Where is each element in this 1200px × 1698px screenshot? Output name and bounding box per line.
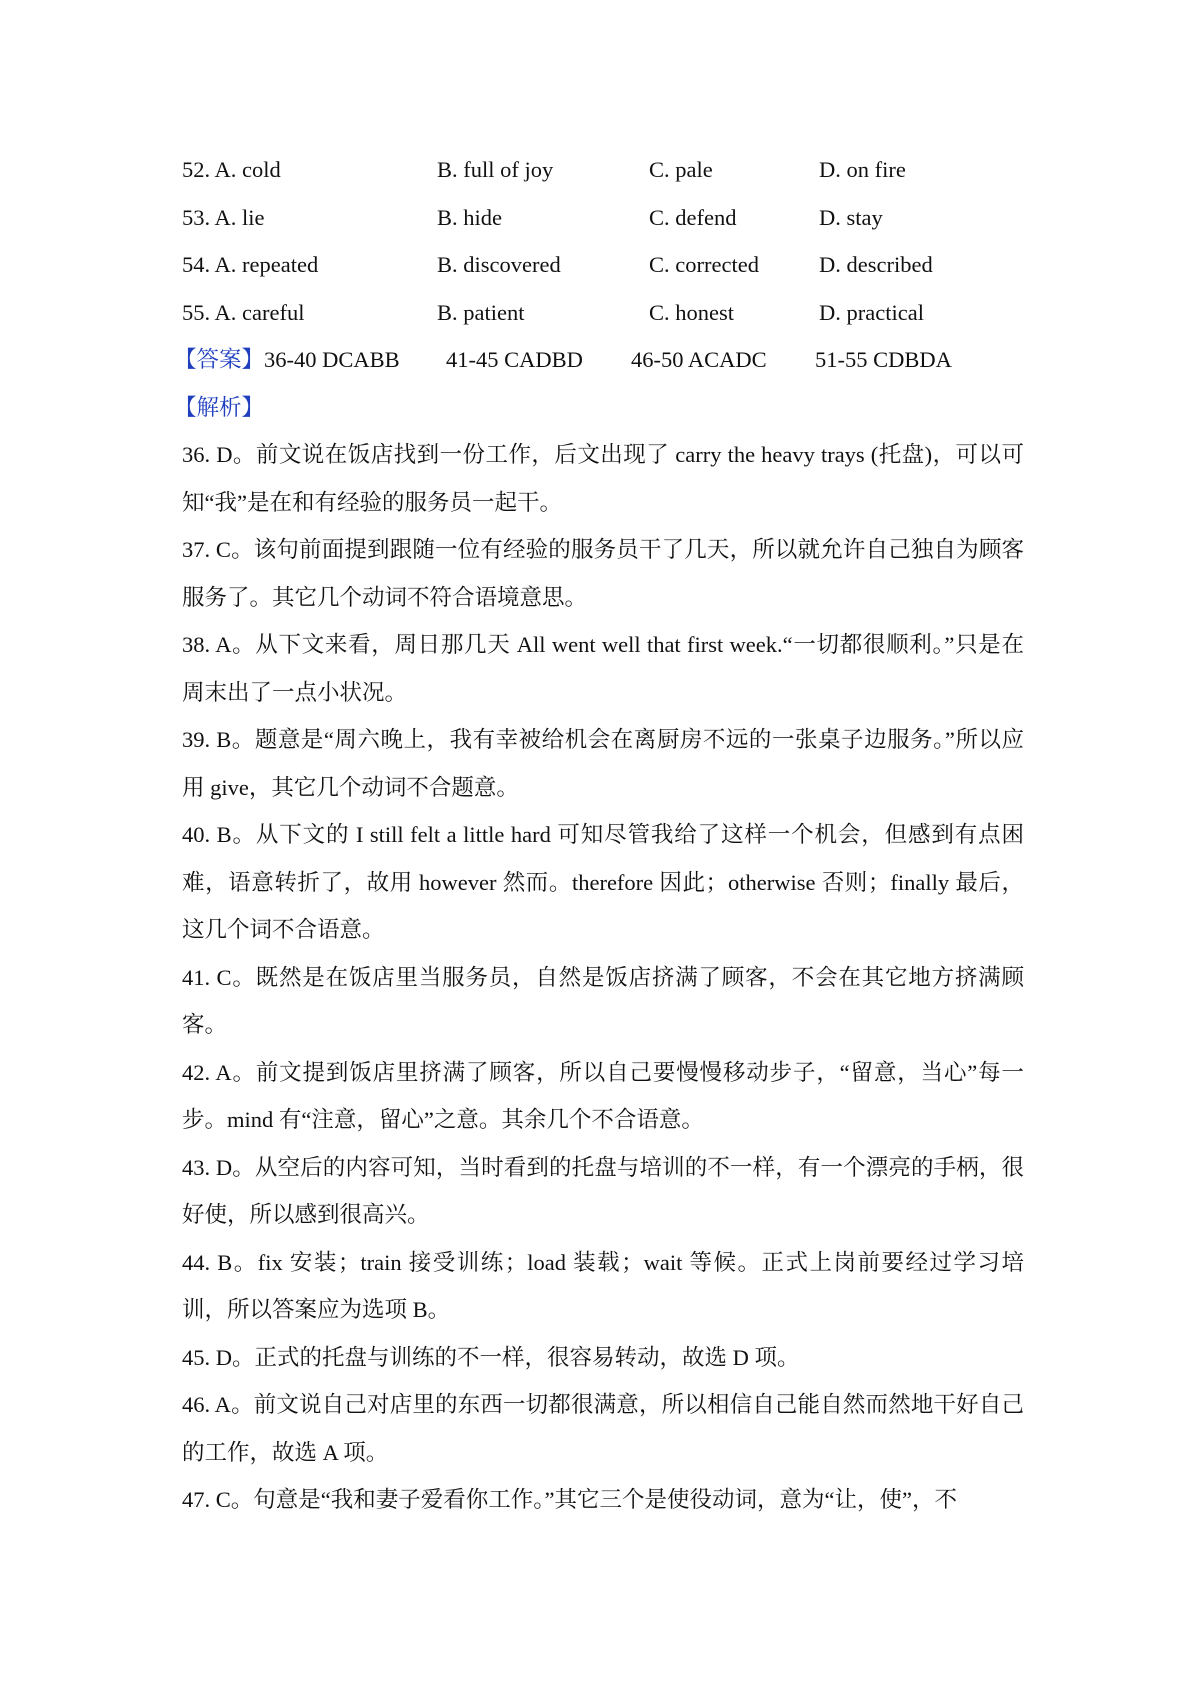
explanation-45: 45. D。正式的托盘与训练的不一样，很容易转动，故选 D 项。 bbox=[182, 1344, 800, 1370]
explanation-44: 44. B。fix 安装；train 接受训练；load 装载；wait 等候。正式上岗前要经过学习培训，所以答案应为选项 B。 bbox=[182, 1249, 1024, 1322]
answer-group: 46-50 ACADC bbox=[631, 347, 767, 372]
option-b: B. hide bbox=[437, 204, 502, 230]
answer-group: 41-45 CADBD bbox=[446, 347, 583, 372]
explanation-38: 38. A。从下文来看，周日那几天 All went well that first week.“一切都很顺利。”只是在周末出了一点小状况。 bbox=[182, 632, 1024, 705]
option-row-52 bbox=[182, 146, 1024, 194]
option-a: 54. A. repeated bbox=[182, 252, 319, 277]
option-row-55 bbox=[182, 289, 1024, 337]
option-d: D. on fire bbox=[819, 157, 906, 182]
explanation-39: 39. B。题意是“周六晚上，我有幸被给机会在离厨房不远的一张桌子边服务。”所以应用 give，其它几个动词不合题意。 bbox=[182, 727, 1024, 800]
option-a: 53. A. lie bbox=[182, 204, 265, 230]
explanation-47: 47. C。句意是“我和妻子爱看你工作。”其它三个是使役动词，意为“让，使”，不 bbox=[182, 1487, 957, 1512]
option-a: 55. A. careful bbox=[182, 299, 305, 325]
option-c: C. corrected bbox=[649, 252, 759, 277]
option-b: B. discovered bbox=[437, 252, 561, 277]
explanation-37: 37. C。该句前面提到跟随一位有经验的服务员干了几天，所以就允许自己独自为顾客服务了。其它几个动词不符合语境意思。 bbox=[182, 537, 1024, 610]
analysis-tag: 【解析】 bbox=[174, 394, 265, 420]
explanation-36: 36. D。前文说在饭店找到一份工作，后文出现了 carry the heavy trays (托盘)，可以可知“我”是在和有经验的服务员一起干。 bbox=[182, 442, 1024, 515]
option-row-53 bbox=[182, 194, 1024, 242]
explanation-43: 43. D。从空后的内容可知，当时看到的托盘与培训的不一样，有一个漂亮的手柄，很好使，所以感到很高兴。 bbox=[182, 1154, 1024, 1227]
explanation-46: 46. A。前文说自己对店里的东西一切都很满意，所以相信自己能自然而然地干好自己的工作，故选 A 项。 bbox=[182, 1392, 1024, 1465]
option-d: D. practical bbox=[819, 299, 924, 325]
option-c: C. defend bbox=[649, 204, 737, 230]
analysis-heading bbox=[174, 384, 1024, 432]
option-b: B. full of joy bbox=[437, 157, 554, 182]
option-a: 52. A. cold bbox=[182, 157, 281, 182]
answer-tag: 【答案】 bbox=[174, 347, 265, 372]
option-d: D. described bbox=[819, 252, 933, 277]
document-content bbox=[174, 146, 1024, 1524]
answer-key bbox=[174, 336, 1024, 384]
answer-group: 36-40 DCABB bbox=[264, 347, 400, 372]
explanation-40: 40. B。从下文的 I still felt a little hard 可知尽管我给了这样一个机会，但感到有点困难，语意转折了，故用 however 然而。therefore 因此；otherwise 否则；finally 最后，这几个词不合语意。 bbox=[182, 822, 1024, 942]
explanation-42: 42. A。前文提到饭店里挤满了顾客，所以自己要慢慢移动步子，“留意，当心”每一步。mind 有“注意，留心”之意。其余几个不合语意。 bbox=[182, 1059, 1024, 1132]
option-row-54 bbox=[182, 241, 1024, 289]
option-c: C. honest bbox=[649, 299, 735, 325]
option-d: D. stay bbox=[819, 204, 883, 230]
option-b: B. patient bbox=[437, 299, 525, 325]
option-c: C. pale bbox=[649, 157, 713, 182]
answer-group: 51-55 CDBDA bbox=[815, 347, 952, 372]
explanation-41: 41. C。既然是在饭店里当服务员，自然是饭店挤满了顾客，不会在其它地方挤满顾客。 bbox=[182, 964, 1024, 1037]
